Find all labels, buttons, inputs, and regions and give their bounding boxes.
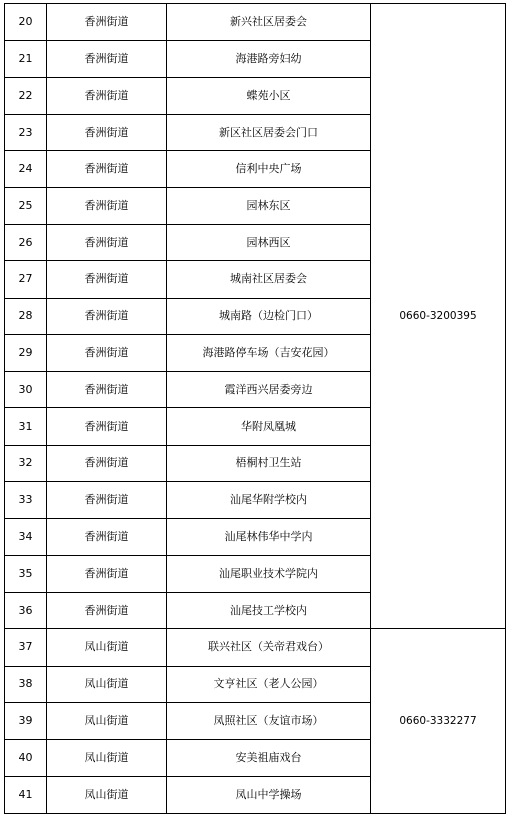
street-cell: 香洲街道: [47, 187, 167, 224]
street-cell: 香洲街道: [47, 41, 167, 77]
site-cell: 蝶苑小区: [167, 77, 371, 114]
contact-phone-cell: 0660-3332277: [371, 629, 506, 814]
site-cell: 霞洋西兴居委旁边: [167, 372, 371, 408]
table-body: [5, 4, 506, 814]
row-number-cell: 38: [5, 666, 47, 702]
row-number-cell: 34: [5, 519, 47, 555]
row-number-cell: 35: [5, 555, 47, 592]
street-cell: 香洲街道: [47, 482, 167, 519]
street-cell: 香洲街道: [47, 593, 167, 629]
row-number-cell: 25: [5, 187, 47, 224]
street-cell: 香洲街道: [47, 114, 167, 150]
site-cell: 安美祖庙戏台: [167, 740, 371, 776]
site-cell: 园林西区: [167, 224, 371, 260]
site-cell: 新兴社区居委会: [167, 4, 371, 41]
row-number-cell: 24: [5, 151, 47, 187]
row-number-cell: 28: [5, 298, 47, 334]
site-cell: 新区社区居委会门口: [167, 114, 371, 150]
street-cell: 香洲街道: [47, 4, 167, 41]
street-cell: 香洲街道: [47, 261, 167, 298]
row-number-cell: 22: [5, 77, 47, 114]
street-cell: 香洲街道: [47, 555, 167, 592]
site-cell: 凤照社区（友谊市场）: [167, 702, 371, 739]
street-cell: 凤山街道: [47, 740, 167, 776]
street-cell: 香洲街道: [47, 151, 167, 187]
sampling-sites-table: [4, 3, 506, 814]
row-number-cell: 31: [5, 408, 47, 445]
row-number-cell: 20: [5, 4, 47, 41]
street-cell: 香洲街道: [47, 372, 167, 408]
street-cell: 香洲街道: [47, 298, 167, 334]
site-cell: 联兴社区（关帝君戏台）: [167, 629, 371, 666]
site-cell: 信利中央广场: [167, 151, 371, 187]
row-number-cell: 32: [5, 445, 47, 481]
row-number-cell: 26: [5, 224, 47, 260]
street-cell: 凤山街道: [47, 666, 167, 702]
row-number-cell: 36: [5, 593, 47, 629]
site-cell: 文亨社区（老人公园）: [167, 666, 371, 702]
site-cell: 城南社区居委会: [167, 261, 371, 298]
row-number-cell: 37: [5, 629, 47, 666]
contact-phone-cell: 0660-3200395: [371, 4, 506, 629]
table-row: [5, 4, 506, 41]
site-cell: 汕尾职业技术学院内: [167, 555, 371, 592]
row-number-cell: 39: [5, 702, 47, 739]
row-number-cell: 30: [5, 372, 47, 408]
row-number-cell: 21: [5, 41, 47, 77]
row-number-cell: 33: [5, 482, 47, 519]
row-number-cell: 29: [5, 334, 47, 371]
street-cell: 香洲街道: [47, 408, 167, 445]
street-cell: 香洲街道: [47, 77, 167, 114]
site-cell: 园林东区: [167, 187, 371, 224]
row-number-cell: 40: [5, 740, 47, 776]
street-cell: 香洲街道: [47, 445, 167, 481]
street-cell: 凤山街道: [47, 702, 167, 739]
site-cell: 汕尾林伟华中学内: [167, 519, 371, 555]
row-number-cell: 27: [5, 261, 47, 298]
table-row: [5, 629, 506, 666]
row-number-cell: 23: [5, 114, 47, 150]
site-cell: 汕尾华附学校内: [167, 482, 371, 519]
site-cell: 城南路（边检门口）: [167, 298, 371, 334]
street-cell: 香洲街道: [47, 224, 167, 260]
site-cell: 梧桐村卫生站: [167, 445, 371, 481]
street-cell: 凤山街道: [47, 629, 167, 666]
site-cell: 汕尾技工学校内: [167, 593, 371, 629]
street-cell: 凤山街道: [47, 776, 167, 813]
row-number-cell: 41: [5, 776, 47, 813]
site-cell: 海港路停车场（吉安花园）: [167, 334, 371, 371]
site-cell: 凤山中学操场: [167, 776, 371, 813]
site-cell: 海港路旁妇幼: [167, 41, 371, 77]
street-cell: 香洲街道: [47, 334, 167, 371]
street-cell: 香洲街道: [47, 519, 167, 555]
site-cell: 华附凤凰城: [167, 408, 371, 445]
